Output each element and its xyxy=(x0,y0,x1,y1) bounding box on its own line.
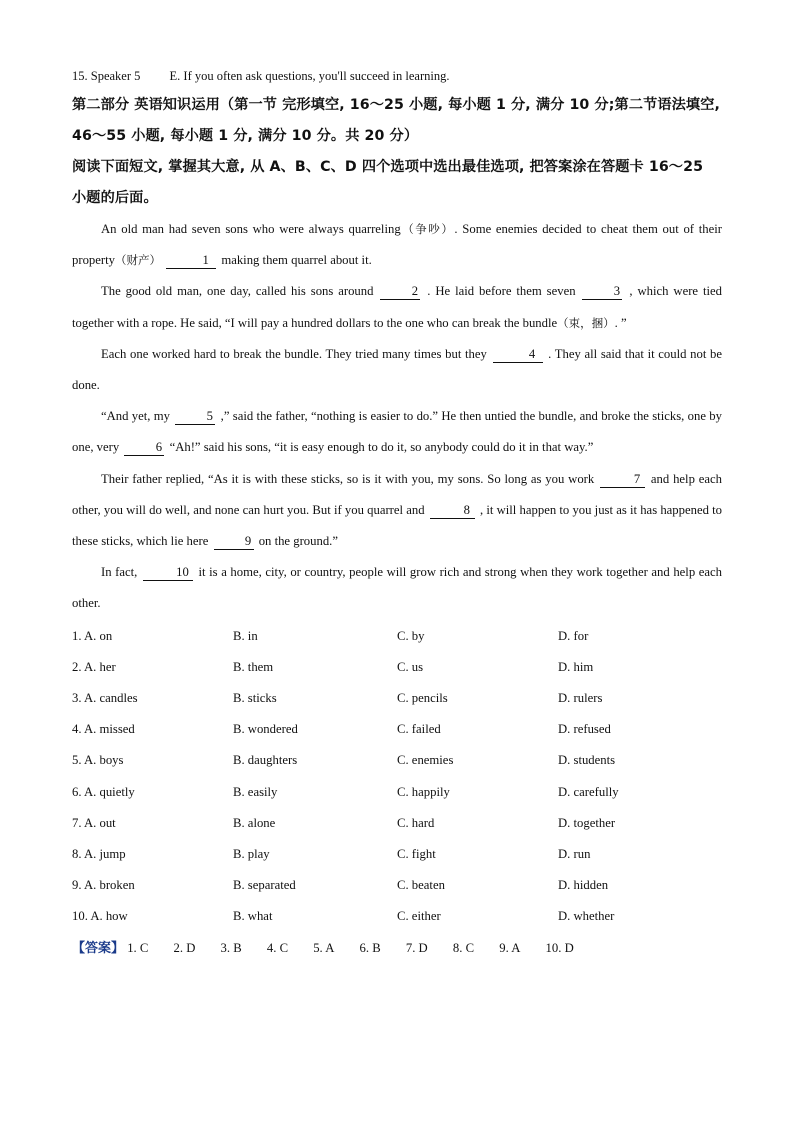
blank-9: 9 xyxy=(214,534,254,550)
blank-2: 2 xyxy=(380,284,420,300)
option-b: B. play xyxy=(233,846,270,861)
answer-item: 7. D xyxy=(405,940,428,955)
option-d: D. refused xyxy=(558,722,611,737)
answer-item: 1. C xyxy=(127,940,149,955)
option-c: C. either xyxy=(397,909,441,924)
option-b: B. sticks xyxy=(233,691,277,706)
option-c: C. enemies xyxy=(397,753,454,768)
answer-item: 5. A xyxy=(313,940,335,955)
question-row xyxy=(72,745,722,776)
blank-5: 5 xyxy=(175,409,215,425)
option-d: D. students xyxy=(558,753,616,768)
option-b: B. in xyxy=(233,628,258,643)
blank-10: 10 xyxy=(143,565,193,581)
option-c: C. happily xyxy=(397,784,450,799)
option-c: C. by xyxy=(397,628,425,643)
passage-paragraph-1: An old man had seven sons who were always quarreling（争吵）. Some enemies decided to cheat them out of their property（财产） 1 making them quarrel about it. xyxy=(72,222,722,268)
answer-item: 4. C xyxy=(266,940,289,955)
cloze-passage xyxy=(72,214,722,620)
option-d: D. him xyxy=(558,659,594,674)
option-a: 5. A. boys xyxy=(72,753,124,768)
option-c: C. us xyxy=(397,659,424,674)
answer-item: 3. B xyxy=(220,940,242,955)
question-row xyxy=(72,870,722,901)
option-d: D. rulers xyxy=(558,691,603,706)
option-a: 7. A. out xyxy=(72,815,116,830)
option-b: B. them xyxy=(233,659,274,674)
option-a: 3. A. candles xyxy=(72,691,138,706)
option-a: 6. A. quietly xyxy=(72,784,135,799)
option-b: B. easily xyxy=(233,784,278,799)
option-b: B. daughters xyxy=(233,753,298,768)
option-d: D. for xyxy=(558,628,589,643)
question-row xyxy=(72,901,722,932)
option-d: D. together xyxy=(558,815,616,830)
answer-item: 2. D xyxy=(173,940,196,955)
option-a: 2. A. her xyxy=(72,659,116,674)
listening-item-15 xyxy=(72,62,722,90)
answer-item: 6. B xyxy=(359,940,381,955)
passage-paragraph-5: Their father replied, “As it is with these sticks, so is it with you, my sons. So long as you work 7 and help each other, you will do well, and none can hurt you. But if you quarrel and 8 , it will happen to you just as it has happened to these sticks, which lie here 9 on the ground.” xyxy=(72,471,723,549)
option-d: D. hidden xyxy=(558,878,609,893)
option-c: C. fight xyxy=(397,846,436,861)
option-c: C. hard xyxy=(397,815,435,830)
question-row xyxy=(72,621,722,652)
passage-paragraph-4: “And yet, my 5 ,” said the father, “nothing is easier to do.” He then untied the bundle, and broke the sticks, one by one, very 6 “Ah!” said his sons, “it is easy enough to do it, so anybody could do it in that way.” xyxy=(72,409,722,455)
blank-1: 1 xyxy=(166,253,216,269)
blank-6: 6 xyxy=(124,440,164,456)
question-row xyxy=(72,652,722,683)
passage-paragraph-2: The good old man, one day, called his sons around 2 . He laid before them seven 3 , which were tied together with a rope. He said, “I will pay a hundred dollars to the one who can break the bundle（束，捆）. ” xyxy=(72,284,722,330)
option-a: 1. A. on xyxy=(72,628,113,643)
answer-item: 8. C xyxy=(452,940,475,955)
speaker-option-text: E. If you often ask questions, you'll succeed in learning. xyxy=(169,69,450,83)
option-a: 9. A. broken xyxy=(72,878,135,893)
question-row xyxy=(72,714,722,745)
passage-paragraph-3: Each one worked hard to break the bundle. They tried many times but they 4 . They all said that it could not be done. xyxy=(72,346,722,393)
question-row xyxy=(72,777,722,808)
option-b: B. wondered xyxy=(233,722,298,737)
option-d: D. run xyxy=(558,846,591,861)
blank-7: 7 xyxy=(600,472,645,488)
option-c: C. failed xyxy=(397,722,441,737)
answer-item: 9. A xyxy=(499,940,521,955)
option-c: C. beaten xyxy=(397,878,445,893)
option-a: 4. A. missed xyxy=(72,722,135,737)
option-b: B. separated xyxy=(233,878,296,893)
question-options xyxy=(72,621,722,933)
passage-paragraph-6: In fact, 10 it is a home, city, or country, people will grow rich and strong when they work together and help each other. xyxy=(72,565,722,611)
section-instruction: 阅读下面短文, 掌握其大意, 从 A、B、C、D 四个选项中选出最佳选项, 把答案涂在答题卡 16～25 小题的后面。 xyxy=(72,159,704,206)
option-d: D. whether xyxy=(558,909,615,924)
option-b: B. what xyxy=(233,909,273,924)
speaker-label: 15. Speaker 5 xyxy=(72,69,141,83)
section-heading: 第二部分 英语知识运用（第一节 完形填空, 16～25 小题, 每小题 1 分, 满分 10 分;第二节语法填空, 46～55 小题, 每小题 1 分, 满分 10 分。共 20 分） xyxy=(72,97,720,144)
option-b: B. alone xyxy=(233,815,276,830)
document-page xyxy=(72,62,722,964)
blank-3: 3 xyxy=(582,284,622,300)
question-row xyxy=(72,683,722,714)
answer-key xyxy=(72,933,722,964)
answer-key-label: 【答案】 xyxy=(72,940,125,956)
option-d: D. carefully xyxy=(558,784,619,799)
question-row xyxy=(72,839,722,870)
option-a: 10. A. how xyxy=(72,909,128,924)
blank-4: 4 xyxy=(493,347,543,363)
option-c: C. pencils xyxy=(397,691,448,706)
blank-8: 8 xyxy=(430,503,475,519)
option-a: 8. A. jump xyxy=(72,846,126,861)
answer-item: 10. D xyxy=(545,940,574,955)
question-row xyxy=(72,808,722,839)
